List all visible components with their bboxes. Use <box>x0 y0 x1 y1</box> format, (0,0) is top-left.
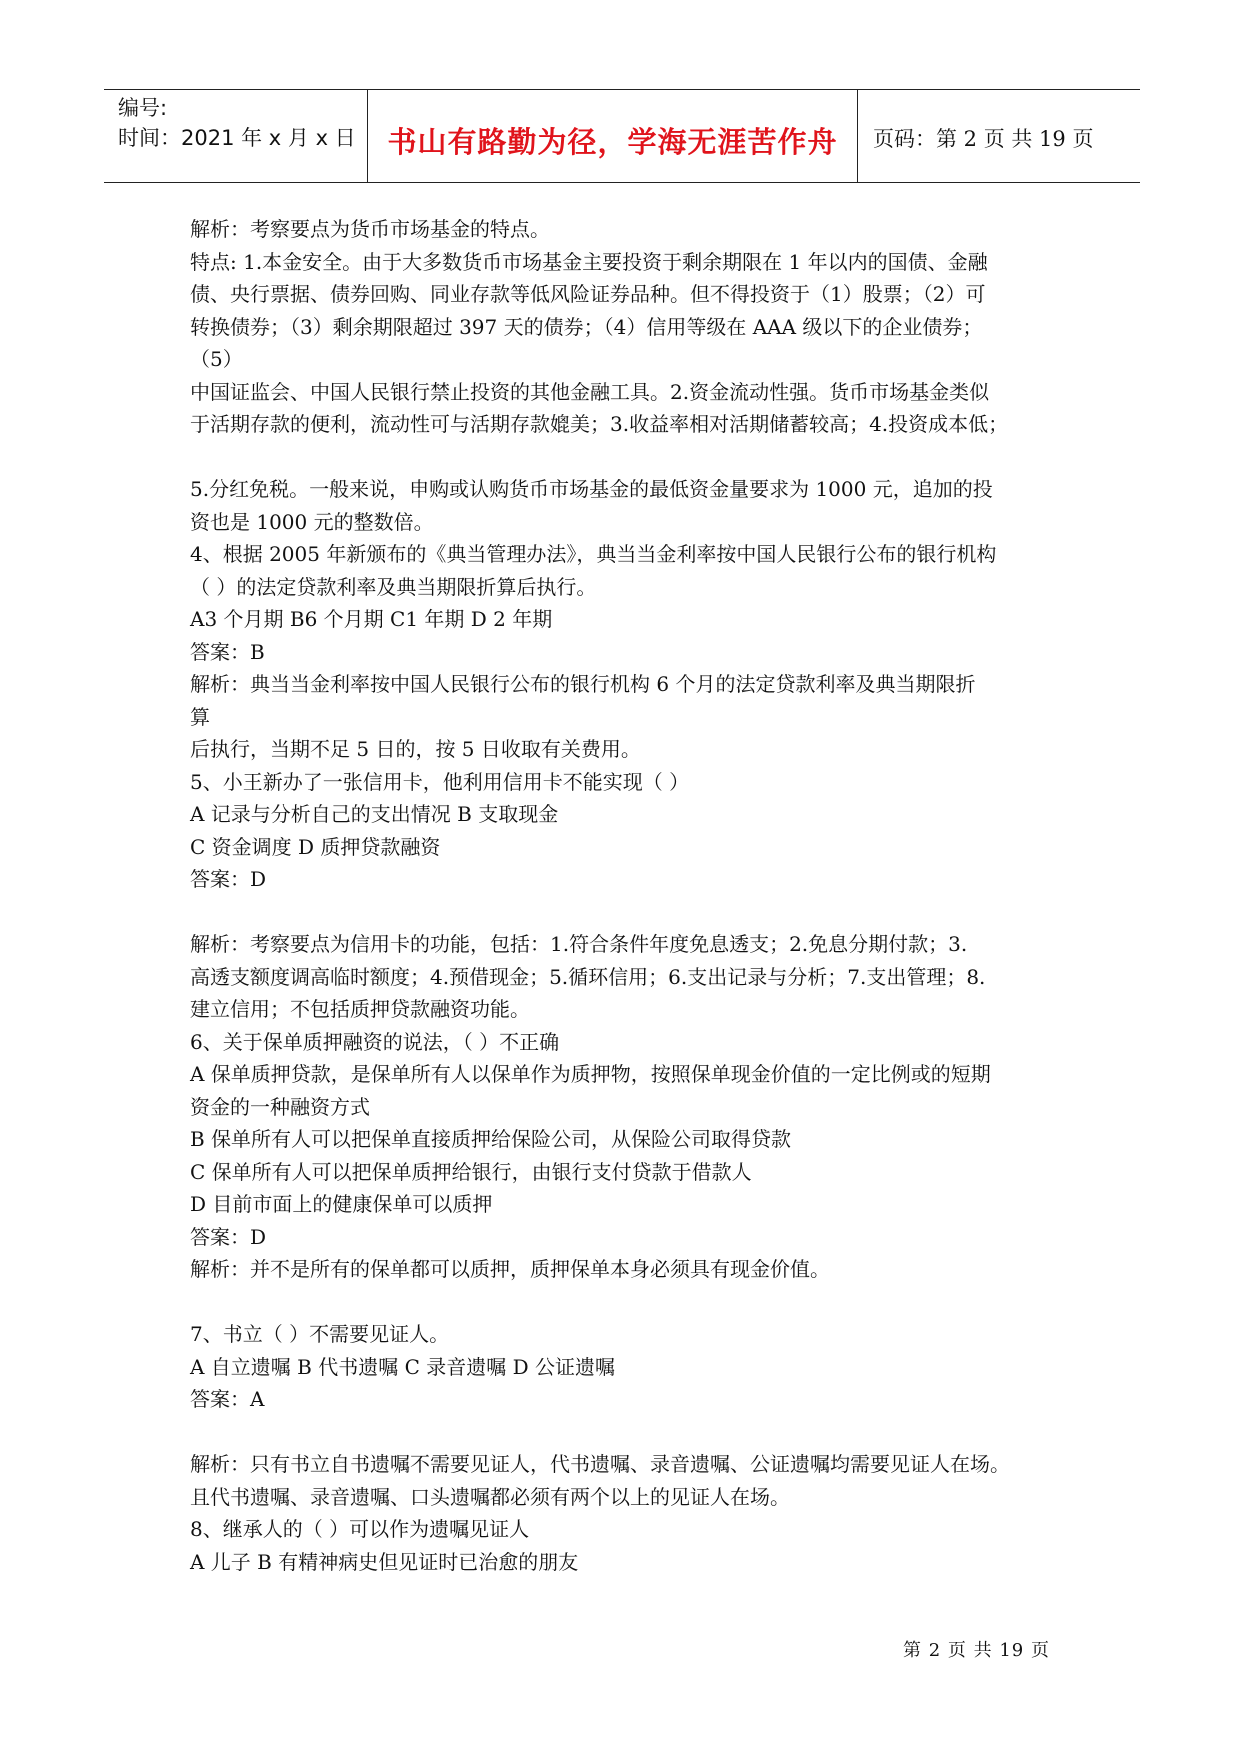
paragraph-gap <box>190 441 1070 474</box>
body-text-line: 解析：只有书立自书遗嘱不需要见证人，代书遗嘱、录音遗嘱、公证遗嘱均需要见证人在场。 <box>190 1452 1010 1476</box>
body-text-line: B 保单所有人可以把保单直接质押给保险公司，从保险公司取得贷款 <box>190 1127 792 1151</box>
document-number-label: 编号: <box>118 96 168 120</box>
body-text-line: 资金的一种融资方式 <box>190 1094 370 1119</box>
body-text-line: 算 <box>190 704 210 729</box>
body-text-line: 7、书立（ ）不需要见证人。 <box>190 1322 450 1346</box>
paragraph-gap <box>190 1286 1070 1319</box>
body-text-line: D 目前市面上的健康保单可以质押 <box>190 1192 493 1216</box>
body-text-line: 资也是 1000 元的整数倍。 <box>190 509 434 534</box>
body-text-line: 解析：考察要点为信用卡的功能，包括：1.符合条件年度免息透支；2.免息分期付款；3. <box>190 932 968 956</box>
body-text-line: 特点: 1.本金安全。由于大多数货币市场基金主要投资于剩余期限在 1 年以内的国债、金融 <box>190 249 988 274</box>
body-text-line: 中国证监会、中国人民银行禁止投资的其他金融工具。2.资金流动性强。货币市场基金类似 <box>190 379 990 404</box>
body-text-line: 且代书遗嘱、录音遗嘱、口头遗嘱都必须有两个以上的见证人在场。 <box>190 1484 790 1509</box>
body-text-line: A3 个月期 B6 个月期 C1 年期 D 2 年期 <box>190 607 553 631</box>
body-text-line: 答案：A <box>190 1387 265 1411</box>
body-text-line: A 保单质押贷款，是保单所有人以保单作为质押物，按照保单现金价值的一定比例或的短期 <box>190 1062 991 1086</box>
body-text-line: C 保单所有人可以把保单质押给银行，由银行支付贷款于借款人 <box>190 1159 752 1184</box>
body-text-line: 5、小王新办了一张信用卡，他利用信用卡不能实现（ ） <box>190 769 690 794</box>
document-time: 时间：2021 年 x 月 x 日 <box>118 126 356 150</box>
body-text-line: 建立信用；不包括质押贷款融资功能。 <box>190 997 530 1021</box>
body-text-line: 4、根据 2005 年新颁布的《典当管理办法》，典当当金利率按中国人民银行公布的银行机构 <box>190 542 997 566</box>
body-text-line: A 儿子 B 有精神病史但见证时已治愈的朋友 <box>190 1549 579 1574</box>
body-text-line: 债、央行票据、债券回购、同业存款等低风险证券品种。但不得投资于（1）股票；（2）可 <box>190 282 986 306</box>
body-text-line: 答案：B <box>190 639 265 664</box>
header-divider-right <box>857 89 858 182</box>
header-meta <box>118 93 356 153</box>
body-text-line: 解析：典当当金利率按中国人民银行公布的银行机构 6 个月的法定贷款利率及典当期限折 <box>190 672 976 696</box>
body-text-line: （ ）的法定贷款利率及典当期限折算后执行。 <box>190 574 597 599</box>
body-text-line: 5.分红免税。一般来说，申购或认购货币市场基金的最低资金量要求为 1000 元，追加的投 <box>190 477 993 501</box>
body-text-line: A 自立遗嘱 B 代书遗嘱 C 录音遗嘱 D 公证遗嘱 <box>190 1354 615 1379</box>
page-footer: 第 2 页 共 19 页 <box>903 1640 1050 1661</box>
body-text-line: 高透支额度调高临时额度；4.预借现金；5.循环信用；6.支出记录与分析；7.支出管理；8. <box>190 964 986 989</box>
document-body <box>190 213 1070 1578</box>
header-page-info: 页码：第 2 页 共 19 页 <box>873 127 1094 151</box>
body-text-line: A 记录与分析自己的支出情况 B 支取现金 <box>190 802 559 826</box>
header-top-rule <box>104 89 1140 90</box>
paragraph-gap <box>190 896 1070 929</box>
body-text-line: 于活期存款的便利，流动性可与活期存款媲美；3.收益率相对活期储蓄较高；4.投资成本低； <box>190 412 1009 436</box>
body-text-line: 答案：D <box>190 867 267 891</box>
body-text-line: C 资金调度 D 质押贷款融资 <box>190 834 441 859</box>
body-text-line: 转换债券；（3）剩余期限超过 397 天的债券；（4）信用等级在 AAA 级以下的企业债券； <box>190 314 983 339</box>
body-text-line: 解析：并不是所有的保单都可以质押，质押保单本身必须具有现金价值。 <box>190 1257 830 1281</box>
body-text-line: （5） <box>190 347 243 371</box>
header-motto: 书山有路勤为径，学海无涯苦作舟 <box>387 125 838 159</box>
body-text-line: 后执行，当期不足 5 日的，按 5 日收取有关费用。 <box>190 737 641 761</box>
body-text-line: 6、关于保单质押融资的说法，（ ）不正确 <box>190 1029 560 1054</box>
body-text-line: 8、继承人的（ ）可以作为遗嘱见证人 <box>190 1517 530 1541</box>
body-text-line: 解析：考察要点为货币市场基金的特点。 <box>190 217 550 241</box>
header-bottom-rule <box>104 182 1140 183</box>
paragraph-gap <box>190 1416 1070 1449</box>
body-text-line: 答案：D <box>190 1224 267 1249</box>
